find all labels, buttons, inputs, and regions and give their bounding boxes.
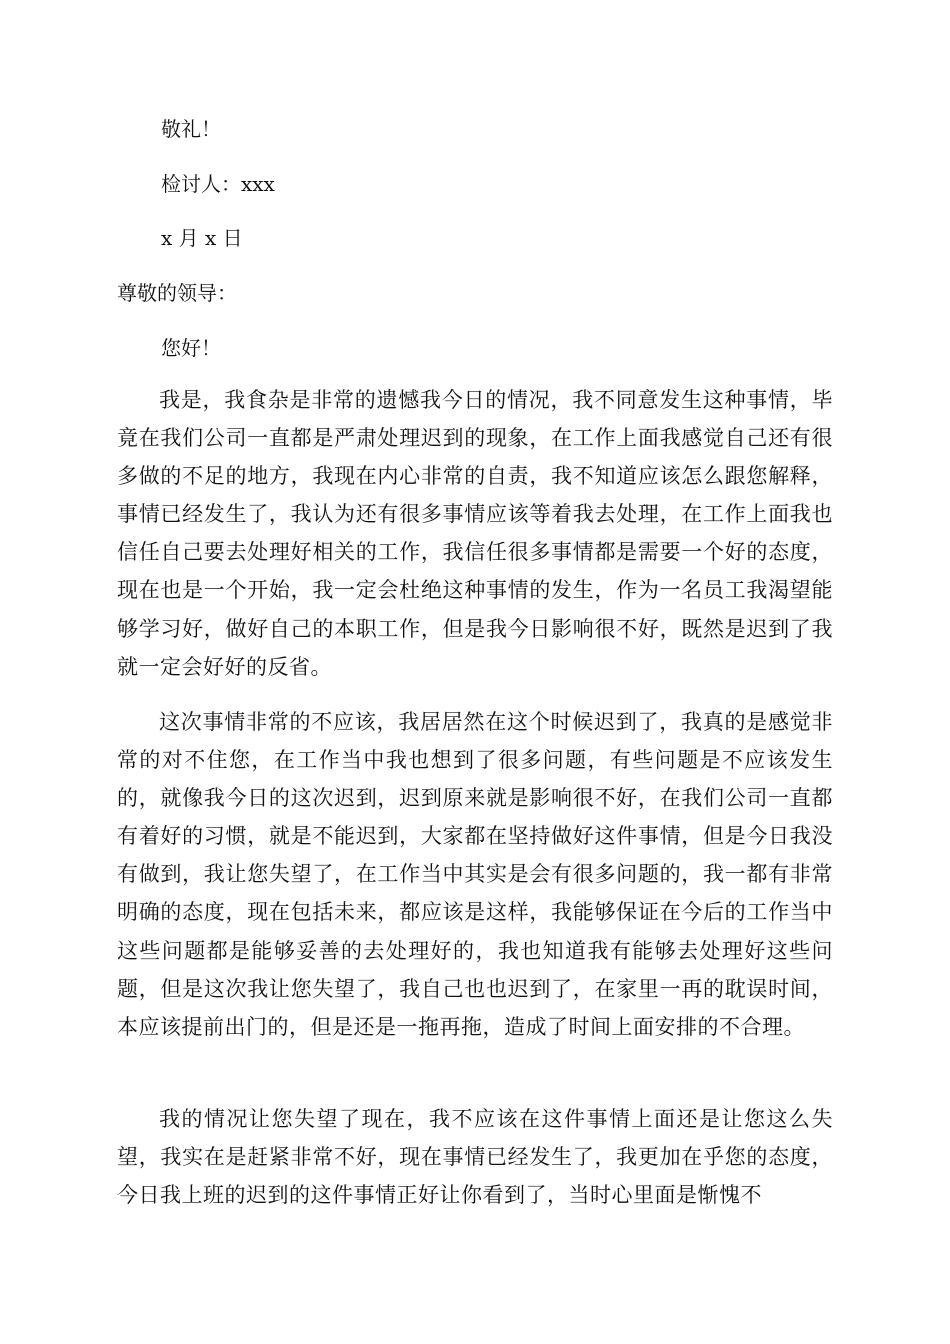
greeting: 您好！ — [161, 336, 221, 360]
signer-line: 检讨人：xxx — [161, 172, 275, 196]
body-paragraph-1: 我是，我食杂是非常的遗憾我今日的情况，我不同意发生这种事情，毕竟在我们公司一直都是严肃处理迟到的现象，在工作上面我感觉自己还有很多做的不足的地方，我现在内心非常的自责，我不知道应该怎么跟您解释，事情已经发生了，我认为还有很多事情应该等着我去处理，在工作上面我也信任自己要去处理好相关的工作，我信任很多事情都是需要一个好的态度，现在也是一个开始，我一定会杜绝这种事情的发生，作为一名员工我渴望能够学习好，做好自己的本职工作，但是我今日影响很不好，既然是迟到了我就一定会好好的反省。 — [117, 388, 833, 679]
closing-salute: 敬礼！ — [161, 117, 221, 141]
body-paragraph-2: 这次事情非常的不应该，我居居然在这个时候迟到了，我真的是感觉非常的对不住您，在工作当中我也想到了很多问题，有些问题是不应该发生的，就像我今日的这次迟到，迟到原来就是影响很不好，在我们公司一直都有着好的习惯，就是不能迟到，大家都在坚持做好这件事情，但是今日我没有做到，我让您失望了，在工作当中其实是会有很多问题的，我一都有非常明确的态度，现在包括未来，都应该是这样，我能够保证在今后的工作当中这些问题都是能够妥善的去处理好的，我也知道我有能够去处理好这些问题，但是这次我让您失望了，我自己也也迟到了，在家里一再的耽误时间，本应该提前出门的，但是还是一拖再拖，造成了时间上面安排的不合理。 — [117, 710, 833, 1039]
body-paragraph-3: 我的情况让您失望了现在，我不应该在这件事情上面还是让您这么失望，我实在是赶紧非常不好，现在事情已经发生了，我更加在乎您的态度，今日我上班的迟到的这件事情正好让你看到了，当时心里面是惭愧不 — [117, 1107, 833, 1208]
addressee: 尊敬的领导： — [117, 281, 237, 305]
date-line: x 月 x 日 — [161, 226, 243, 250]
